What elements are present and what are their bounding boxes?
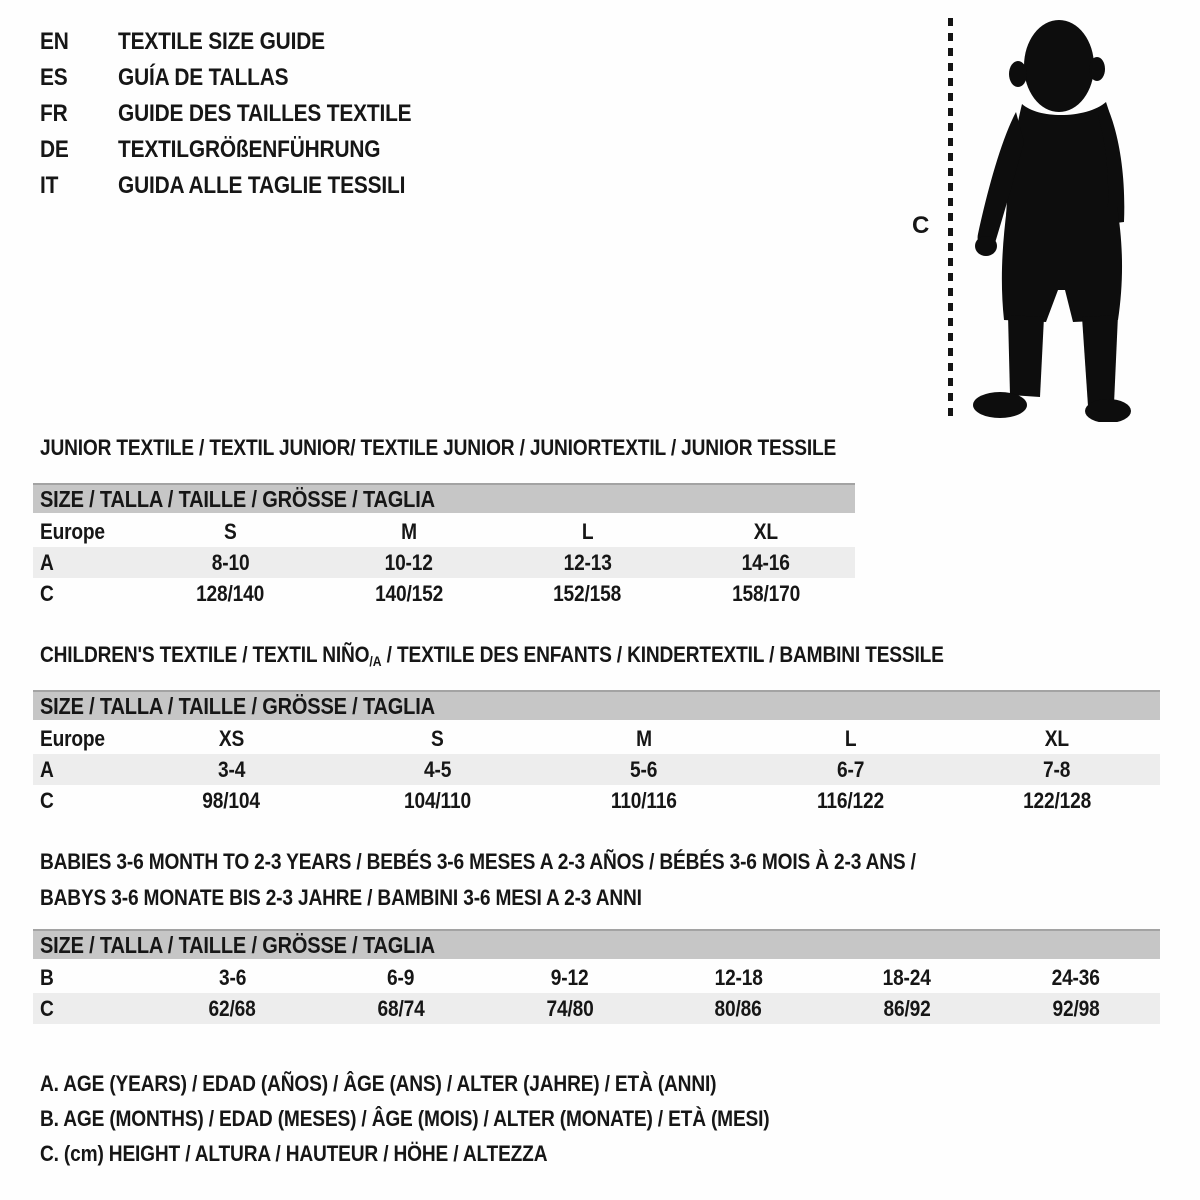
height-value: 116/122 (816, 787, 884, 813)
height-value: 92/98 (1052, 995, 1100, 1021)
height-cell (954, 785, 1160, 816)
size-cell (320, 516, 499, 547)
children-section-title (40, 643, 1079, 673)
legend-age-years (40, 1072, 878, 1095)
row-label-text: Europe (40, 518, 105, 544)
age-cell (148, 962, 317, 993)
guide-title (118, 102, 455, 126)
age-value: 7-8 (1043, 756, 1071, 782)
height-cell (320, 578, 499, 609)
age-value: 9-12 (550, 964, 589, 990)
height-value: 158/170 (731, 580, 800, 606)
height-value: 140/152 (374, 580, 443, 606)
language-code (40, 66, 118, 90)
age-value: 18-24 (882, 964, 932, 990)
height-cell (541, 785, 747, 816)
language-code-text: DE (40, 136, 69, 163)
age-cell (747, 754, 953, 785)
row-label (33, 962, 148, 993)
babies-section-title-line2 (40, 886, 732, 910)
size-cell (747, 723, 953, 754)
age-value: 8-10 (211, 549, 250, 575)
row-label-text: A (40, 756, 54, 782)
guide-title (118, 66, 455, 90)
age-cell (498, 547, 677, 578)
row-label (33, 993, 148, 1024)
table-row-height-cm (33, 578, 855, 609)
children-size-table (33, 690, 1160, 816)
height-value: 68/74 (377, 995, 425, 1021)
table-row-height-cm (33, 785, 1160, 816)
legend-age-months (40, 1107, 878, 1130)
babies-section-title-text: BABYS 3-6 MONATE BIS 2-3 JAHRE / BAMBINI 3-6 MESI A 2-3 ANNI (40, 885, 642, 910)
language-code (40, 102, 118, 126)
guide-title (118, 30, 455, 54)
guide-title (118, 174, 455, 198)
height-value: 80/86 (714, 995, 762, 1021)
guide-title-text: GUIDE DES TAILLES TEXTILE (118, 100, 412, 127)
size-cell (954, 723, 1160, 754)
age-value: 5-6 (630, 756, 658, 782)
children-title-post: / TEXTILE DES ENFANTS / KINDERTEXTIL / BAMBINI TESSILE (381, 642, 944, 667)
size-value: M (636, 725, 652, 751)
legend (40, 1072, 878, 1177)
height-cell (317, 993, 486, 1024)
age-cell (128, 754, 334, 785)
language-code (40, 30, 118, 54)
row-label (33, 578, 141, 609)
size-header-bar (33, 929, 1160, 959)
size-cell (128, 723, 334, 754)
size-header-text: SIZE / TALLA / TAILLE / GRÖSSE / TAGLIA (40, 485, 435, 512)
size-header-bar (33, 690, 1160, 720)
age-value: 12-18 (714, 964, 763, 990)
size-value: XL (753, 518, 778, 544)
row-label-text: Europe (40, 725, 105, 751)
height-cell (141, 578, 320, 609)
size-value: L (581, 518, 594, 544)
height-cell (654, 993, 823, 1024)
size-value: M (400, 518, 417, 544)
size-value: S (223, 518, 237, 544)
row-label-text: C (40, 787, 54, 813)
table-row-europe (33, 516, 855, 547)
age-value: 12-13 (563, 549, 612, 575)
age-cell (320, 547, 499, 578)
language-code-text: FR (40, 100, 68, 127)
height-cell (334, 785, 540, 816)
age-value: 14-16 (741, 549, 790, 575)
height-cell (498, 578, 677, 609)
row-label (33, 547, 141, 578)
age-cell (954, 754, 1160, 785)
row-label-text: C (40, 995, 54, 1021)
size-header-text: SIZE / TALLA / TAILLE / GRÖSSE / TAGLIA (40, 692, 435, 719)
height-value: 128/140 (196, 580, 265, 606)
language-code (40, 138, 118, 162)
guide-title-text: TEXTILE SIZE GUIDE (118, 28, 325, 55)
height-cell (823, 993, 992, 1024)
age-value: 10-12 (384, 549, 433, 575)
size-value: S (431, 725, 444, 751)
junior-section-title (40, 436, 955, 460)
children-title-pre: CHILDREN'S TEXTILE / TEXTIL NIÑO (40, 642, 370, 667)
age-cell (654, 962, 823, 993)
row-label-text: C (40, 580, 54, 606)
table-row-age-months (33, 962, 1160, 993)
size-cell (498, 516, 677, 547)
children-title-subscript: /A (369, 653, 382, 669)
height-cell (485, 993, 654, 1024)
age-value: 4-5 (424, 756, 452, 782)
age-cell (991, 962, 1160, 993)
guide-title (118, 138, 455, 162)
legend-height-cm (40, 1142, 878, 1165)
height-value: 104/110 (404, 787, 472, 813)
height-value: 74/80 (546, 995, 594, 1021)
age-value: 3-6 (218, 964, 246, 990)
age-cell (541, 754, 747, 785)
size-value: XL (1044, 725, 1069, 751)
height-cell (991, 993, 1160, 1024)
table-row-height-cm (33, 993, 1160, 1024)
guide-title-text: GUÍA DE TALLAS (118, 64, 289, 91)
age-cell (677, 547, 856, 578)
size-cell (334, 723, 540, 754)
table-row-europe (33, 723, 1160, 754)
size-value: L (844, 725, 857, 751)
height-value: 62/68 (208, 995, 256, 1021)
size-cell (541, 723, 747, 754)
babies-section-title-text: BABIES 3-6 MONTH TO 2-3 YEARS / BEBÉS 3-6 MESES A 2-3 AÑOS / BÉBÉS 3-6 MOIS À 2-3 ANS / (40, 849, 916, 874)
row-label (33, 785, 128, 816)
legend-text: B. AGE (MONTHS) / EDAD (MESES) / ÂGE (MOIS) / ALTER (MONATE) / ETÀ (MESI) (40, 1106, 770, 1131)
guide-title-text: TEXTILGRÖßENFÜHRUNG (118, 136, 381, 163)
age-value: 6-9 (387, 964, 415, 990)
junior-section-title-text: JUNIOR TEXTILE / TEXTIL JUNIOR/ TEXTILE JUNIOR / JUNIORTEXTIL / JUNIOR TESSILE (40, 435, 837, 460)
row-label-text: A (40, 549, 54, 575)
legend-text: C. (cm) HEIGHT / ALTURA / HAUTEUR / HÖHE / ALTEZZA (40, 1141, 548, 1166)
height-value: 98/104 (202, 787, 260, 813)
height-cell (148, 993, 317, 1024)
language-code-text: IT (40, 172, 59, 199)
height-measure-label: C (912, 212, 930, 239)
age-cell (141, 547, 320, 578)
age-cell (823, 962, 992, 993)
age-value: 24-36 (1051, 964, 1100, 990)
height-cell (128, 785, 334, 816)
table-row-age-years (33, 754, 1160, 785)
height-value: 110/116 (611, 787, 677, 813)
height-cell (677, 578, 856, 609)
size-header-text: SIZE / TALLA / TAILLE / GRÖSSE / TAGLIA (40, 931, 435, 958)
legend-text: A. AGE (YEARS) / EDAD (AÑOS) / ÂGE (ANS) / ALTER (JAHRE) / ETÀ (ANNI) (40, 1071, 717, 1096)
height-cell (747, 785, 953, 816)
table-row-age-years (33, 547, 855, 578)
row-label (33, 754, 128, 785)
language-code-text: ES (40, 64, 68, 91)
row-label (33, 516, 141, 547)
age-cell (485, 962, 654, 993)
height-measure-dashed-line (948, 18, 953, 416)
language-code-text: EN (40, 28, 69, 55)
size-cell (677, 516, 856, 547)
guide-title-text: GUIDA ALLE TAGLIE TESSILI (118, 172, 406, 199)
age-value: 3-4 (217, 756, 245, 782)
age-cell (334, 754, 540, 785)
language-code (40, 174, 118, 198)
height-value: 122/128 (1022, 787, 1091, 813)
babies-section-title-line1 (40, 850, 1047, 874)
children-section-title-text (40, 643, 944, 673)
babies-size-table (33, 929, 1160, 1024)
size-value: XS (218, 725, 244, 751)
age-value: 6-7 (836, 756, 864, 782)
size-header-bar (33, 483, 855, 513)
junior-size-table (33, 483, 855, 609)
row-label (33, 723, 128, 754)
toddler-silhouette-icon (960, 12, 1140, 422)
height-value: 152/158 (553, 580, 622, 606)
language-title-list (40, 30, 455, 198)
age-cell (317, 962, 486, 993)
row-label-text: B (40, 964, 54, 990)
height-value: 86/92 (883, 995, 931, 1021)
size-cell (141, 516, 320, 547)
